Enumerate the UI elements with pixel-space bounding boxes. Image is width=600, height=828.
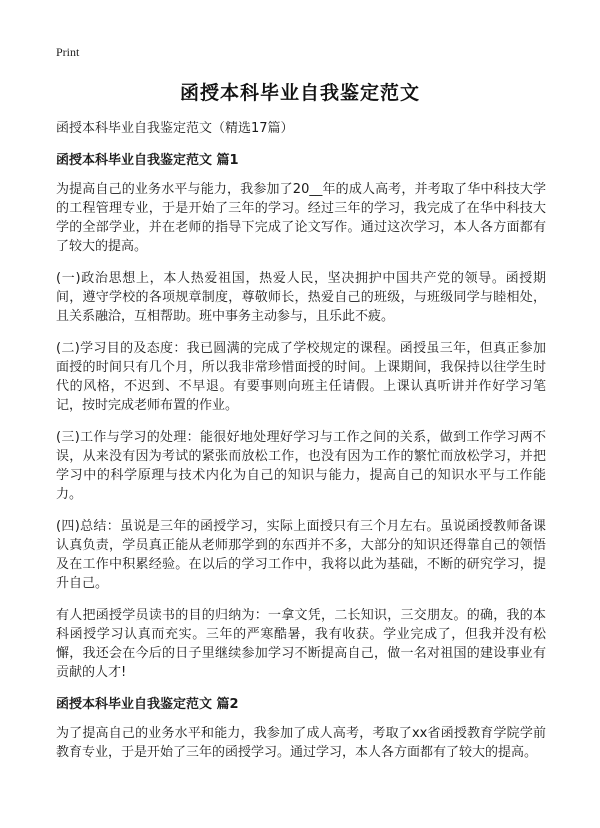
paragraph: 有人把函授学员读书的目的归纳为：一拿文凭，二长知识，三交朋友。的确，我的本科函授学习认真而充实。三年的严寒酷暑，我有收获。学业完成了，但我并没有松懈，我还会在今后的日子里继续参加学习不断提高自己，做一名对祖国的建设事业有贡献的人才! <box>56 608 546 680</box>
section-heading-2: 函授本科毕业自我鉴定范文 篇2 <box>56 697 239 712</box>
document-title: 函授本科毕业自我鉴定范文 <box>179 82 420 104</box>
paragraph: 为提高自己的业务水平与能力，我参加了20__年的成人高考，并考取了华中科技大学的工程管理专业，于是开始了三年的学习。经过三年的学习，我完成了在华中科技大学的全部学业，并在老师的指导下完成了论文写作。通过这次学习，本人各方面都有了较大的提高。 <box>56 182 546 254</box>
section-heading-1: 函授本科毕业自我鉴定范文 篇1 <box>56 153 239 168</box>
document-subtitle: 函授本科毕业自我鉴定范文（精选17篇） <box>56 121 294 136</box>
paragraph: (四)总结：虽说是三年的函授学习，实际上面授只有三个月左右。虽说函授教师备课认真负责，学员真正能从老师那学到的东西并不多，大部分的知识还得靠自己的领悟及在工作中积累经验。在以后的学习工作中，我将以此为基础，不断的研究学习，提升自己。 <box>56 519 546 591</box>
print-label[interactable]: Print <box>56 45 80 59</box>
paragraph: (二)学习目的及态度：我已圆满的完成了学校规定的课程。函授虽三年，但真正参加面授的时间只有几个月，所以我非常珍惜面授的时间。上课期间，我保持以往学生时代的风格，不迟到、不早退。有要事则向班主任请假。上课认真听讲并作好学习笔记，按时完成老师布置的作业。 <box>56 341 546 413</box>
paragraph: (一)政治思想上，本人热爱祖国，热爱人民，坚决拥护中国共产党的领导。函授期间，遵守学校的各项规章制度，尊敬师长，热爱自己的班级，与班级同学与睦相处，且关系融洽，互相帮助。班中事务主动参与，且乐此不疲。 <box>56 271 546 324</box>
document-body <box>56 119 546 775</box>
paragraph: 为了提高自己的业务水平和能力，我参加了成人高考，考取了xx省函授教育学院学前教育专业，于是开始了三年的函授学习。通过学习，本人各方面都有了较大的提高。 <box>56 726 546 760</box>
paragraph: (三)工作与学习的处理：能很好地处理好学习与工作之间的关系，做到工作学习两不误，从来没有因为考试的紧张而放松工作，也没有因为工作的繁忙而放松学习，并把学习中的科学原理与技术内化为自己的知识与能力，提高自己的知识水平与工作能力。 <box>56 430 546 502</box>
